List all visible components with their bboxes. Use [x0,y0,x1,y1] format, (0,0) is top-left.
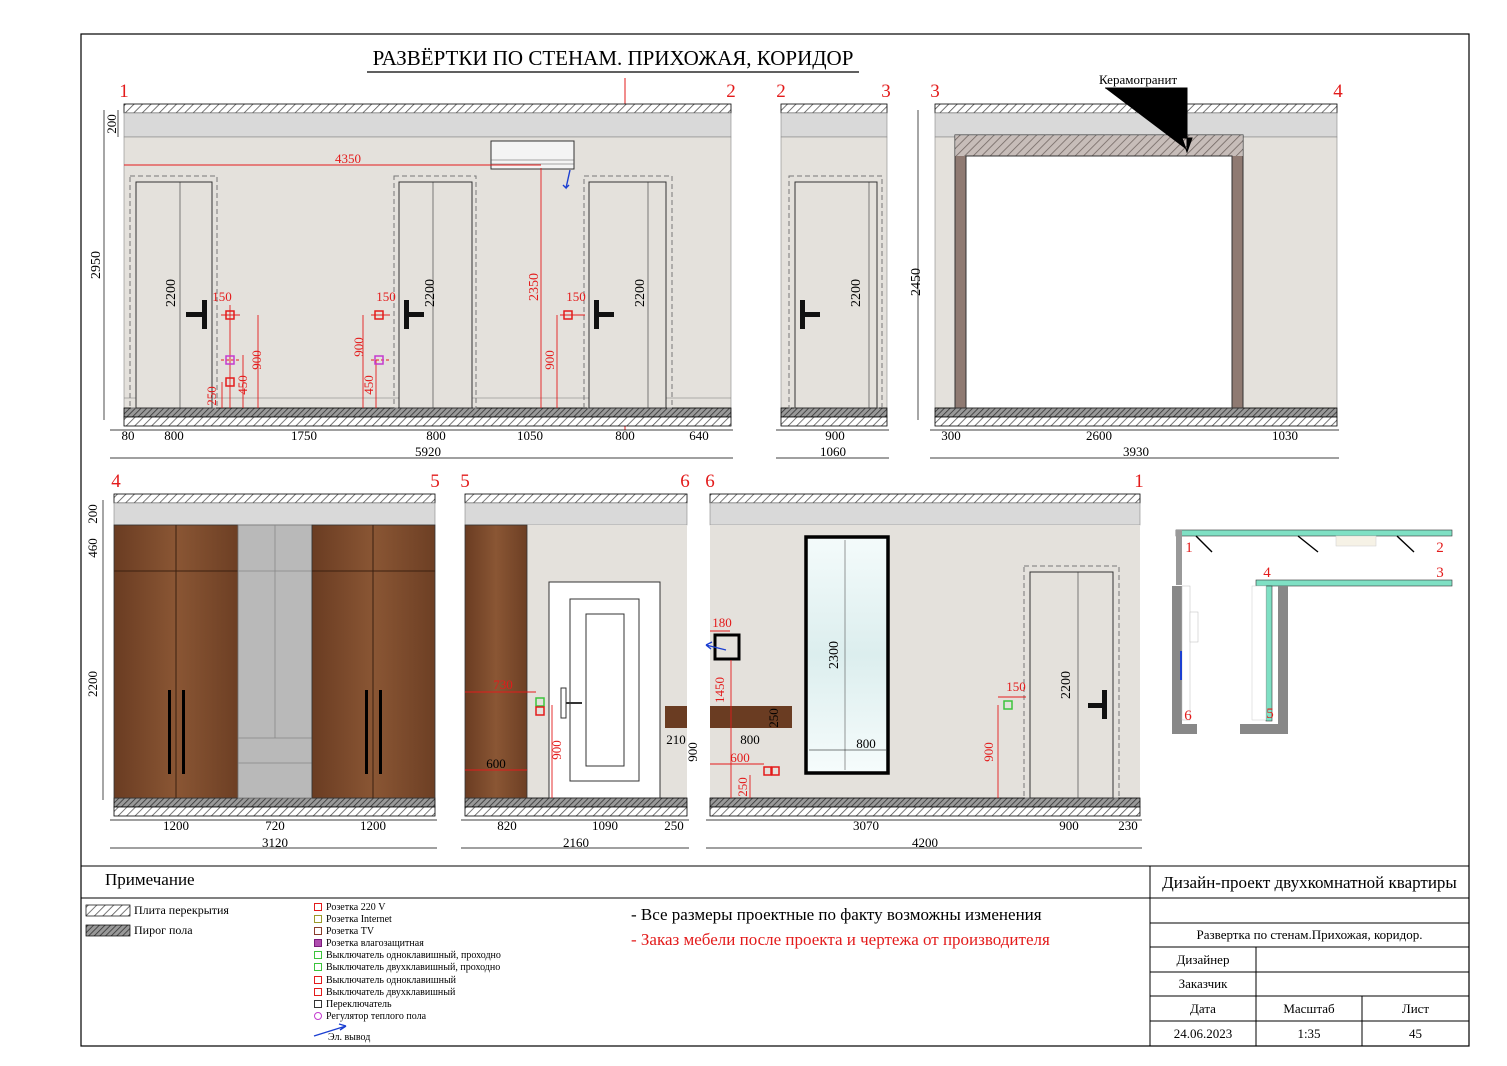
legend-row [314,987,455,998]
dim-text: 250 [664,818,684,833]
dim-text: 800 [426,428,446,443]
project-name: Дизайн-проект двухкомнатной квартиры [1162,873,1457,892]
dim-text: 800 [856,736,876,751]
axis-5: 5 [460,471,470,492]
dim-text: 2200 [85,671,100,697]
dim-text: 640 [689,428,709,443]
wall-elevation-2-3 [776,104,889,458]
axis-3: 3 [881,81,891,102]
axis-6: 6 [680,471,690,492]
axis-2: 2 [776,81,786,102]
wall-elevation-4-5 [103,494,437,848]
plan-label-2: 2 [1436,540,1444,556]
dim-text: 720 [265,818,285,833]
legend-label: Выключатель одноклавишный [326,975,457,986]
dim-text: 200 [85,504,100,524]
dim-text: 2200 [633,279,648,307]
dim-text: 250 [204,386,219,406]
dim-text: 900 [1059,818,1079,833]
dim-text: 2200 [849,279,864,307]
legend-row [314,938,424,949]
legend-label: Выключатель двухклавишный, проходно [326,962,501,973]
scale-label: Масштаб [1283,1000,1335,1016]
dim-text: 5920 [415,444,441,459]
dim-text: 1200 [360,818,386,833]
dim-text: 2950 [89,251,104,279]
dim-text: 2350 [527,273,542,301]
sheet-name: Развертка по стенам.Прихожая, коридор. [1196,927,1423,942]
dim-text: 450 [235,375,250,395]
legend-row [314,914,392,925]
floor-plan-key [1172,530,1452,734]
legend-label: Эл. вывод [328,1032,371,1043]
dim-text: 200 [104,114,119,134]
plan-label-4: 4 [1263,565,1271,581]
axis-5: 5 [430,471,440,492]
dim-text: 1200 [163,818,189,833]
remark-2: - Заказ мебели после проекта и чертежа от производителя [631,930,1050,949]
legend-label: Выключатель одноклавишный, проходно [326,950,501,961]
hatch-legend-floor: Пирог пола [134,923,193,937]
legend-label: Розетка Internet [326,914,392,925]
axis-4: 4 [1333,81,1343,102]
legend-label: Розетка 220 V [326,902,386,913]
dim-text: 4350 [335,151,361,166]
shelf-end [665,706,687,728]
dim-text: 450 [361,375,376,395]
axis-3: 3 [930,81,940,102]
dim-text: 3120 [262,835,288,850]
dim-text: 900 [825,428,845,443]
dim-text: 800 [164,428,184,443]
dim-text: 730 [493,677,513,692]
doorway-opening [966,156,1232,408]
dim-text: 3070 [853,818,879,833]
dim-text: 900 [549,740,564,760]
dim-text: 4200 [912,835,938,850]
legend-label: Розетка TV [326,926,375,937]
dim-text: 210 [666,732,686,747]
dim-text: 2160 [563,835,589,850]
remark-1: - Все размеры проектные по факту возможны изменения [631,905,1042,924]
wall-elevation-5-6 [461,494,689,848]
dim-text: 900 [351,337,366,357]
dim-text: 1060 [820,444,846,459]
dim-text: 2200 [164,279,179,307]
wall-elevation-6-1 [706,494,1142,848]
dim-text: 900 [685,742,700,762]
legend-row [314,975,456,986]
axis-6: 6 [705,471,715,492]
sheet-number: 45 [1409,1025,1422,1041]
legend-label: Розетка влагозащитная [326,938,424,949]
legend-label: Выключатель двухклавишный [326,987,456,998]
legend-row [314,902,385,913]
dim-text: 460 [85,538,100,558]
dim-text: 820 [497,818,517,833]
hatch-slab-swatch [86,905,130,916]
dim-text: 1450 [712,677,727,703]
plan-label-6: 6 [1184,708,1192,724]
dim-text: 800 [615,428,635,443]
dim-text: 3930 [1123,444,1149,459]
date-label: Дата [1190,1000,1216,1016]
dim-text: 80 [121,428,135,443]
hatch-legend-slab: Плита перекрытия [134,903,229,917]
dim-text: 1030 [1272,428,1298,443]
dim-text: 150 [566,289,586,304]
hatch-floor-swatch [86,925,130,936]
legend-row [314,926,374,937]
dim-text: 230 [1118,818,1138,833]
dim-text: 600 [730,750,750,765]
axis-4: 4 [111,471,121,492]
axis-1: 1 [119,81,129,102]
dim-text: 2600 [1086,428,1112,443]
dim-text: 900 [981,742,996,762]
legend-row [314,1011,426,1022]
dim-text: 250 [766,708,781,728]
door-3 [584,176,672,408]
client-label: Заказчик [1178,976,1228,991]
axis-1: 1 [1134,471,1144,492]
dim-text: 900 [249,350,264,370]
designer-label: Дизайнер [1176,951,1230,967]
dim-text: 900 [542,350,557,370]
material-callout-label: Керамогранит [1099,72,1178,87]
plan-label-3: 3 [1436,565,1444,581]
dim-text: 2300 [827,641,842,669]
dim-text: 150 [376,289,396,304]
dim-text: 300 [941,428,961,443]
dim-text: 800 [740,732,760,747]
legend-row [314,999,392,1010]
legend-row [328,1032,370,1043]
dim-text: 150 [1006,679,1026,694]
legend-row [314,962,512,973]
dim-text: 1050 [517,428,543,443]
dim-text: 1750 [291,428,317,443]
dim-text: 2200 [1059,671,1074,699]
wall-elevation-3-4 [918,88,1339,458]
sheet-title: РАЗВЁРТКИ ПО СТЕНАМ. ПРИХОЖАЯ, КОРИДОР [372,46,854,70]
legend-row [314,950,512,961]
dim-text: 1090 [592,818,618,833]
plan-label-1: 1 [1185,540,1193,556]
scale-value: 1:35 [1297,1025,1321,1041]
plan-label-5: 5 [1266,706,1274,722]
legend-label: Регулятор теплого пола [326,1011,427,1022]
dim-text: 2200 [423,279,438,307]
notes-heading: Примечание [105,870,195,889]
axis-2: 2 [726,81,736,102]
dim-text: 600 [486,756,506,771]
dim-text: 2450 [909,268,924,296]
sheet-label: Лист [1401,1000,1430,1016]
legend-label: Переключатель [326,999,392,1010]
date-value: 24.06.2023 [1173,1025,1233,1041]
dim-text: 250 [735,777,750,797]
dim-text: 150 [212,289,232,304]
dim-text: 180 [712,615,732,630]
